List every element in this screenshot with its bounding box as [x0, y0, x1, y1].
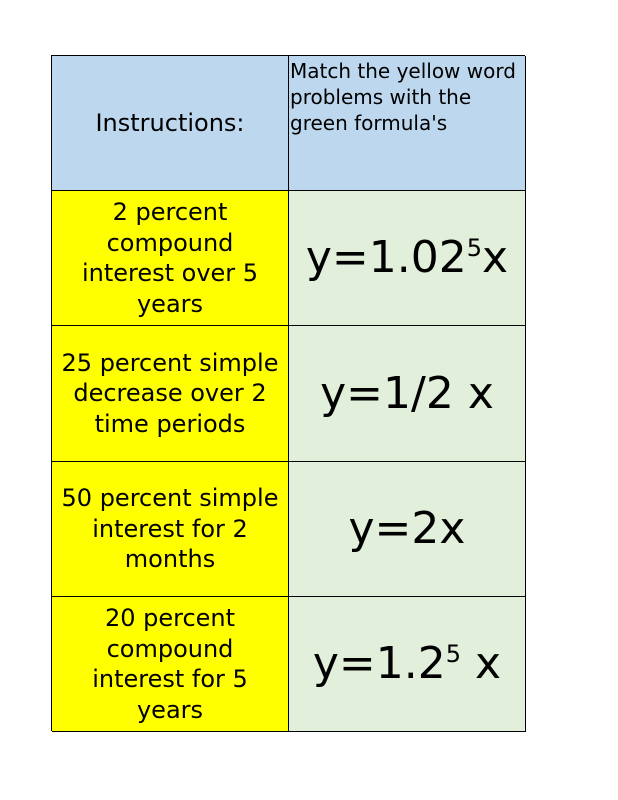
formula	[348, 503, 466, 554]
instructions-label-cell	[52, 56, 289, 191]
word-problem-cell	[52, 462, 289, 597]
word-problem-cell	[52, 191, 289, 326]
formula-base: y=1.02	[305, 232, 467, 283]
formula-cell	[289, 597, 526, 732]
word-problem: 25 percent simple decrease over 2 time periods	[61, 348, 279, 438]
word-problem: 2 percent compound interest over 5 years	[81, 198, 259, 318]
formula-cell	[289, 191, 526, 326]
formula-tail: x	[461, 638, 502, 689]
formula	[305, 232, 509, 283]
word-problem-cell	[52, 597, 289, 732]
formula-exponent: 5	[466, 234, 483, 262]
word-problem: 20 percent compound interest for 5 years	[92, 604, 248, 724]
formula-tail: x	[482, 232, 509, 283]
formula	[320, 367, 494, 419]
formula-exponent: 5	[445, 640, 462, 668]
instructions-note: Match the yellow word problems with the green formula's	[290, 59, 516, 135]
word-problem-cell	[52, 326, 289, 462]
formula-cell	[289, 462, 526, 597]
word-problem: 50 percent simple interest for 2 months	[61, 484, 279, 574]
formula	[312, 638, 502, 689]
matching-table	[51, 55, 525, 731]
instructions-note-cell	[289, 56, 526, 191]
formula-base: y=2x	[348, 503, 466, 554]
formula-base: y=1/2 x	[320, 367, 494, 419]
formula-cell	[289, 326, 526, 462]
instructions-label: Instructions:	[95, 108, 245, 137]
formula-base: y=1.2	[312, 638, 446, 689]
